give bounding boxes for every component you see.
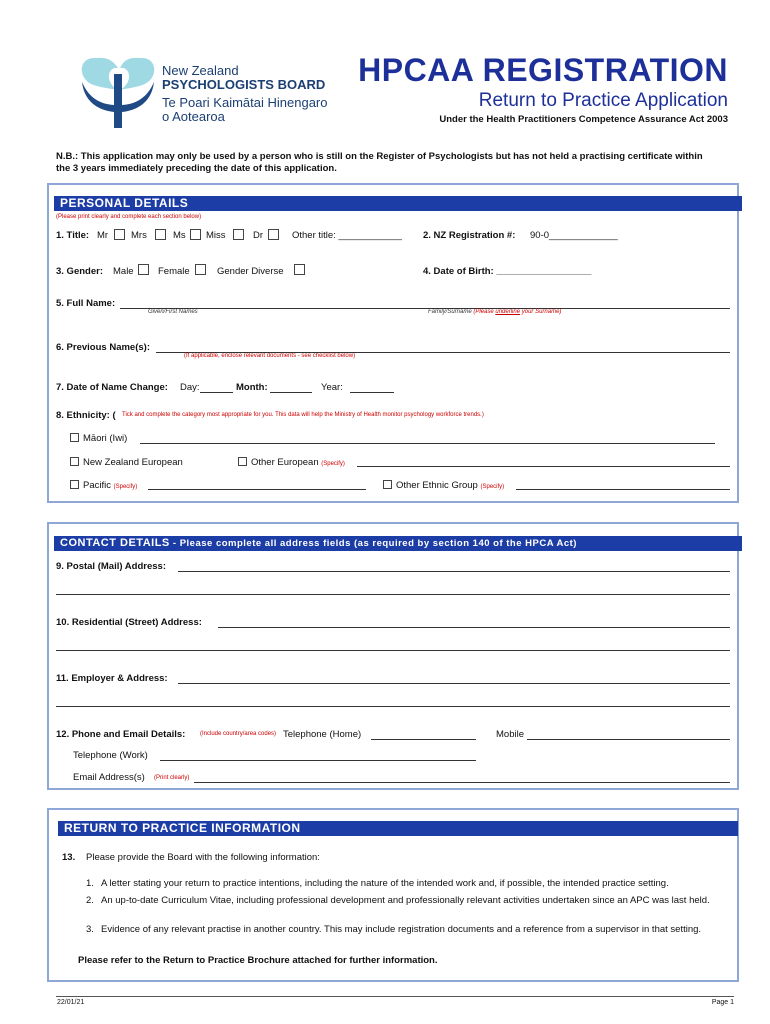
full-name-field[interactable] — [120, 308, 730, 309]
residential-address-field-2[interactable] — [56, 650, 730, 651]
title-mrs-label: Mrs — [131, 230, 147, 241]
email-field[interactable] — [194, 782, 730, 783]
gender-female-checkbox[interactable] — [195, 264, 206, 275]
footer-rule — [56, 996, 734, 997]
telephone-work-label: Telephone (Work) — [73, 750, 148, 761]
title-label: 1. Title: — [56, 230, 90, 241]
other-european-label: Other European — [251, 457, 319, 468]
day-label: Day: — [180, 382, 200, 393]
email-note: (Print clearly) — [154, 775, 190, 781]
psi-emblem-icon — [74, 52, 164, 132]
mobile-label: Mobile — [496, 729, 524, 740]
mobile-field[interactable] — [527, 739, 730, 740]
year-label: Year: — [321, 382, 343, 393]
gender-male-label: Male — [113, 266, 134, 277]
title-mr-checkbox[interactable] — [114, 229, 125, 240]
board-logo — [74, 52, 164, 132]
footer-date: 22/01/21 — [57, 999, 85, 1006]
page-subtitle: Return to Practice Application — [478, 90, 728, 111]
other-ethnic-field[interactable] — [516, 489, 730, 490]
year-field[interactable] — [350, 392, 394, 393]
contact-heading-note: - Please complete all address fields (as required by section 140 of the HPCA Act) — [169, 538, 577, 549]
other-european-field[interactable] — [357, 466, 730, 467]
other-european-specify: (Specify) — [321, 461, 345, 467]
ethnicity-maori-option[interactable] — [70, 433, 127, 444]
postal-address-field[interactable] — [178, 571, 730, 572]
nz-european-label: New Zealand European — [83, 457, 183, 468]
rtp-item-1-number: 1. — [86, 878, 94, 889]
title-ms-checkbox[interactable] — [190, 229, 201, 240]
gender-male-checkbox[interactable] — [138, 264, 149, 275]
ethnicity-note: Tick and complete the category most appropriate for you. This data will help the Ministry of Health monitor psychology workforce trends.) — [122, 412, 484, 418]
logo-line4: o Aotearoa — [162, 109, 225, 124]
maori-checkbox[interactable] — [70, 433, 79, 442]
month-label: Month: — [236, 382, 268, 393]
surname-note-underline: underline — [495, 309, 521, 315]
return-to-practice-heading: RETURN TO PRACTICE INFORMATION — [58, 821, 738, 836]
full-name-label: 5. Full Name: — [56, 298, 116, 309]
title-mrs-checkbox[interactable] — [155, 229, 166, 240]
month-field[interactable] — [270, 392, 312, 393]
nz-european-checkbox[interactable] — [70, 457, 79, 466]
family-name-caption — [428, 309, 561, 315]
other-ethnic-label: Other Ethnic Group — [396, 480, 478, 491]
employer-address-field-2[interactable] — [56, 706, 730, 707]
date-of-birth-field[interactable]: 4. Date of Birth: __________________ — [423, 266, 592, 277]
postal-address-field-2[interactable] — [56, 594, 730, 595]
ethnicity-pacific-option[interactable] — [70, 480, 137, 491]
rtp-item-2-number: 2. — [86, 895, 94, 906]
logo-line3: Te Poari Kaimātai Hinengaro — [162, 95, 328, 110]
gender-diverse-label: Gender Diverse — [217, 266, 284, 277]
previous-names-note: (If applicable, enclose relevant documents - see checklist below) — [184, 353, 356, 359]
pacific-checkbox[interactable] — [70, 480, 79, 489]
gender-female-label: Female — [158, 266, 190, 277]
employer-address-label: 11. Employer & Address: — [56, 673, 168, 684]
nb-notice: N.B.: This application may only be used by a person who is still on the Register of Psychologists but has not held a practising certificate within the 3 years immediately preceding the date of this application. — [56, 151, 703, 174]
act-reference: Under the Health Practitioners Competence Assurance Act 2003 — [439, 114, 728, 125]
surname-note-a: (Please — [473, 309, 496, 315]
postal-address-label: 9. Postal (Mail) Address: — [56, 561, 166, 572]
other-ethnic-checkbox[interactable] — [383, 480, 392, 489]
title-dr-label: Dr — [253, 230, 264, 241]
phone-note: (Include country/area codes) — [200, 731, 277, 737]
ethnicity-other-european-option[interactable] — [238, 457, 345, 468]
gender-label: 3. Gender: — [56, 266, 103, 277]
rtp-item-3-number: 3. — [86, 924, 94, 935]
contact-heading-text: CONTACT DETAILS — [60, 537, 170, 549]
pacific-label: Pacific — [83, 480, 111, 491]
logo-line1: New Zealand — [162, 63, 239, 78]
telephone-home-field[interactable] — [371, 739, 476, 740]
personal-note: (Please print clearly and complete each section below) — [56, 214, 202, 220]
given-names-caption: Given/First Names — [148, 309, 198, 315]
pacific-specify: (Specify) — [113, 484, 138, 490]
title-ms-label: Ms — [173, 230, 186, 241]
rtp-item-3-text: Evidence of any relevant practise in another country. This may include registration documents and a reference from a supervisor in that setting. — [101, 924, 702, 935]
q13-text: Please provide the Board with the following information: — [86, 852, 320, 863]
surname-note — [473, 309, 561, 315]
surname-note-b: your Surname) — [520, 309, 562, 315]
other-title-field[interactable]: Other title: ____________ — [292, 230, 402, 241]
family-name-caption-text: Family/Surname — [428, 309, 472, 315]
ethnicity-label: 8. Ethnicity: ( — [56, 410, 116, 421]
logo-line2: PSYCHOLOGISTS BOARD — [162, 77, 326, 92]
personal-details-heading: PERSONAL DETAILS — [54, 196, 742, 211]
previous-names-label: 6. Previous Name(s): — [56, 342, 150, 353]
residential-address-label: 10. Residential (Street) Address: — [56, 617, 202, 628]
maori-label: Māori (Iwi) — [83, 433, 128, 444]
footer-page-number: Page 1 — [711, 999, 734, 1006]
ethnicity-other-group-option[interactable] — [383, 480, 504, 491]
telephone-work-field[interactable] — [160, 760, 476, 761]
gender-diverse-checkbox[interactable] — [294, 264, 305, 275]
rtp-item-2-text: An up-to-date Curriculum Vitae, including professional development and professionally relevant activities undertaken since an APC was last held. — [101, 895, 710, 906]
pacific-field[interactable] — [148, 489, 366, 490]
maori-iwi-field[interactable] — [140, 443, 715, 444]
residential-address-field[interactable] — [218, 627, 730, 628]
nz-registration-label: 2. NZ Registration #: — [423, 230, 516, 241]
title-miss-checkbox[interactable] — [233, 229, 244, 240]
title-dr-checkbox[interactable] — [268, 229, 279, 240]
phone-email-label: 12. Phone and Email Details: — [56, 729, 186, 740]
email-label: Email Address(s) — [73, 772, 145, 783]
day-field[interactable] — [200, 392, 233, 393]
other-ethnic-specify: (Specify) — [480, 484, 505, 490]
nz-registration-field[interactable]: 90-0_____________ — [530, 230, 618, 241]
rtp-item-1-text: A letter stating your return to practice intentions, including the nature of the intended work and, if possible, the intended practice setting. — [101, 878, 669, 889]
title-mr-label: Mr — [97, 230, 109, 241]
page-title: HPCAA REGISTRATION — [358, 52, 728, 88]
contact-details-heading — [54, 536, 742, 551]
other-european-checkbox[interactable] — [238, 457, 247, 466]
brochure-note: Please refer to the Return to Practice Brochure attached for further information. — [78, 955, 438, 966]
telephone-home-label: Telephone (Home) — [283, 729, 362, 740]
employer-address-field[interactable] — [178, 683, 730, 684]
q13-number: 13. — [62, 852, 76, 863]
title-miss-label: Miss — [206, 230, 226, 241]
name-change-label: 7. Date of Name Change: — [56, 382, 168, 393]
ethnicity-nz-european-option[interactable] — [70, 457, 183, 468]
